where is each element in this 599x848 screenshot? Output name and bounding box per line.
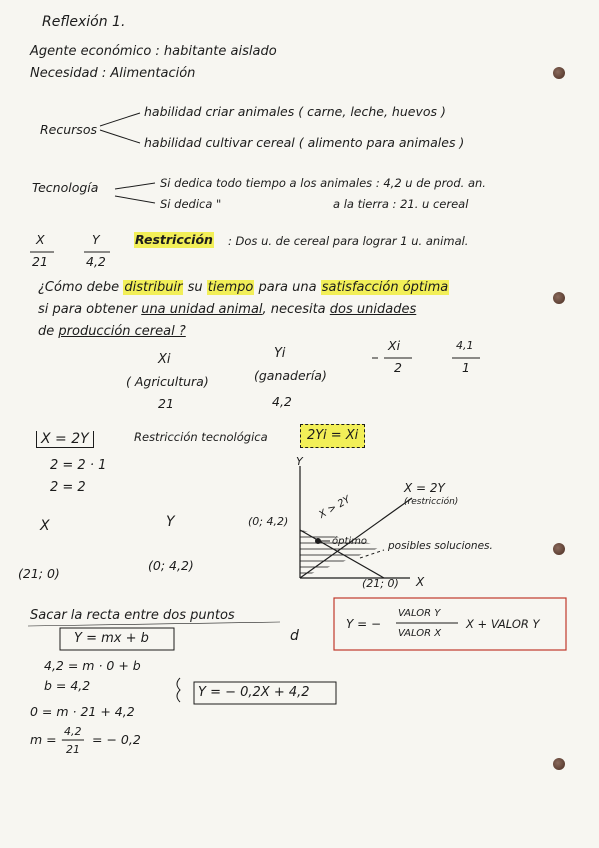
recurso-2: habilidad cultivar cereal ( alimento para animales ) xyxy=(144,135,465,150)
q-produccion-cereal: producción cereal ? xyxy=(58,324,186,339)
q-line2a: si para obtener xyxy=(38,302,138,317)
table-frac1-den: 2 xyxy=(394,360,402,375)
graph-optimo: óptimo xyxy=(332,536,368,547)
brace xyxy=(177,678,180,702)
recta-step-4a: m = − xyxy=(30,732,72,747)
constraint-check-1: 2 = 2 · 1 xyxy=(50,458,107,473)
recta-formula: Y = mx + b xyxy=(74,631,149,646)
tecnologia-1: Si dedica todo tiempo a los animales : 4,2 u de prod. an. xyxy=(160,176,486,190)
points-y: Y xyxy=(166,514,175,530)
table-xi: Xi xyxy=(158,352,171,367)
table-frac2-num: 4,1 xyxy=(456,339,474,352)
arrow-tecnologia-2 xyxy=(115,196,155,203)
red-box-den: VALOR X xyxy=(398,628,442,639)
table-frac1-num: Xi xyxy=(388,338,401,353)
restriccion-label: Restricción xyxy=(135,232,213,247)
page-title: Reflexión 1. xyxy=(42,14,126,30)
red-box-a: Y = − xyxy=(346,617,382,631)
graph-y-axis-label: Y xyxy=(296,455,303,468)
necesidad-line: Necesidad : Alimentación xyxy=(30,66,196,81)
q-dos-unidades: dos unidades xyxy=(329,302,417,317)
recta-step-2: b = 4,2 xyxy=(44,678,91,693)
graph-label-y: (0; 4,2) xyxy=(248,515,289,528)
table-42: 4,2 xyxy=(272,394,292,409)
recta-result: Y = − 0,2X + 4,2 xyxy=(198,685,310,700)
q-line2b: , necesita xyxy=(262,302,326,317)
arrow-recurso-1 xyxy=(100,113,140,126)
red-box-num: VALOR Y xyxy=(398,608,441,619)
recurso-1: habilidad criar animales ( carne, leche, huevos ) xyxy=(144,104,446,119)
agente-line: Agente económico : habitante aislado xyxy=(30,44,277,59)
table-ganaderia: (ganadería) xyxy=(254,368,327,383)
q-p1: ¿Cómo debe xyxy=(38,280,120,295)
fraction-y-den: 4,2 xyxy=(86,254,106,269)
constraint-box-2: 2Yi = Xi xyxy=(300,424,365,448)
constraint-check-2: 2 = 2 xyxy=(50,480,86,495)
table-frac2-den: 1 xyxy=(462,360,470,375)
fraction-x-den: 21 xyxy=(32,254,48,269)
q-unidad-animal: una unidad animal xyxy=(141,302,263,317)
q-distribuir: distribuir xyxy=(124,280,183,295)
points-p2: (0; 4,2) xyxy=(148,558,194,573)
tecnologia-2b: a la tierra : 21. u cereal xyxy=(333,197,469,211)
red-box-b: X + VALOR Y xyxy=(466,617,540,631)
graph-eq-note: (restricción) xyxy=(404,497,459,507)
constraint-label: Restricción tecnológica xyxy=(134,430,268,444)
q-p3: para una xyxy=(258,280,317,295)
graph-x-axis-label: X xyxy=(416,575,425,589)
tecnologia-label: Tecnología xyxy=(32,180,99,195)
graph-posibles: posibles soluciones. xyxy=(388,540,493,552)
q-tiempo: tiempo xyxy=(207,280,254,295)
arrow-tecnologia-1 xyxy=(115,183,155,189)
recursos-label: Recursos xyxy=(40,122,97,137)
recta-step-4b: = − 0,2 xyxy=(92,732,141,747)
recta-step-1: 4,2 = m · 0 + b xyxy=(44,658,141,673)
constraint-box: X = 2Y xyxy=(36,431,94,448)
recta-step-4-den: 21 xyxy=(66,743,80,756)
table-yi: Yi xyxy=(274,346,286,361)
q-p2: su xyxy=(187,280,203,295)
recta-step-3: 0 = m · 21 + 4,2 xyxy=(30,704,135,719)
arrow-recurso-2 xyxy=(100,130,140,143)
recta-step-4-num: 4,2 xyxy=(64,725,82,738)
restriccion-text: : Dos u. de cereal para lograr 1 u. animal. xyxy=(228,234,469,248)
tecnologia-2a: Si dedica " xyxy=(160,197,222,211)
graph-ineq: X > 2Y xyxy=(317,494,353,521)
table-21: 21 xyxy=(158,396,174,411)
recta-d: d xyxy=(290,628,299,644)
fraction-x-num: X xyxy=(36,232,45,247)
graph-eq: X = 2Y xyxy=(404,481,445,495)
recta-title: Sacar la recta entre dos puntos xyxy=(30,608,235,623)
points-x: X xyxy=(40,518,50,534)
fraction-y-num: Y xyxy=(92,232,100,247)
points-p1: (21; 0) xyxy=(18,566,60,581)
q-line3a: de xyxy=(38,324,55,339)
graph-label-x: (21; 0) xyxy=(362,577,399,590)
q-satisfaccion: satisfacción óptima xyxy=(321,280,449,295)
table-agricultura: ( Agricultura) xyxy=(126,374,209,389)
